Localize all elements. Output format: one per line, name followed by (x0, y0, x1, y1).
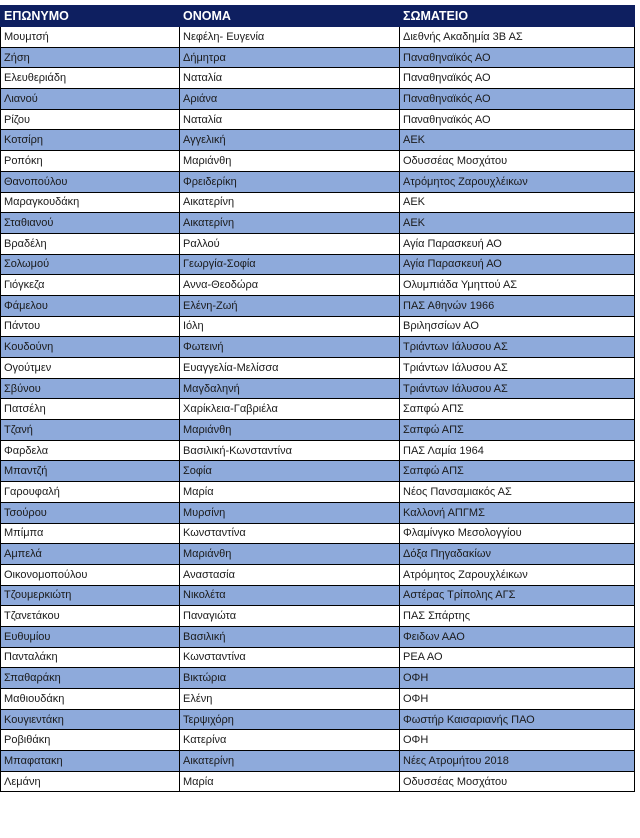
table-row (1, 151, 635, 172)
surname-cell[interactable]: Φαρδελα (1, 440, 180, 461)
surname-cell[interactable]: Γιόγκεζα (1, 275, 180, 296)
table-row (1, 378, 635, 399)
surname-cell[interactable]: Θανοπούλου (1, 171, 180, 192)
club-cell[interactable]: Παναθηναϊκός ΑΟ (400, 89, 635, 110)
surname-cell[interactable]: Ροπόκη (1, 151, 180, 172)
surname-cell[interactable]: Ελευθεριάδη (1, 68, 180, 89)
table-row (1, 751, 635, 772)
first-name-cell[interactable]: Τερψιχόρη (180, 709, 400, 730)
first-name-cell[interactable]: Μαριάνθη (180, 151, 400, 172)
table-row (1, 130, 635, 151)
club-cell[interactable]: Φωστήρ Καισαριανής ΠΑΟ (400, 709, 635, 730)
table-row (1, 606, 635, 627)
table-row (1, 47, 635, 68)
table-row (1, 689, 635, 710)
first-name-cell[interactable]: Ραλλού (180, 233, 400, 254)
surname-cell[interactable]: Ροβιθάκη (1, 730, 180, 751)
surname-cell[interactable]: Μαθιουδάκη (1, 689, 180, 710)
club-cell[interactable]: Νέες Ατρομήτου 2018 (400, 751, 635, 772)
table-row (1, 254, 635, 275)
club-cell[interactable]: Ολυμπιάδα Υμηττού ΑΣ (400, 275, 635, 296)
first-name-cell[interactable]: Φρειδερίκη (180, 171, 400, 192)
club-cell[interactable]: Φλαμίνγκο Μεσολογγίου (400, 523, 635, 544)
surname-cell[interactable]: Κουγιεντάκη (1, 709, 180, 730)
club-cell[interactable]: Ατρόμητος Ζαρουχλέικων (400, 171, 635, 192)
first-name-cell[interactable]: Ιόλη (180, 316, 400, 337)
surname-cell[interactable]: Πανταλάκη (1, 647, 180, 668)
surname-cell[interactable]: Τσούρου (1, 502, 180, 523)
first-name-cell[interactable]: Μαριάνθη (180, 544, 400, 565)
surname-cell[interactable]: Τζανή (1, 420, 180, 441)
first-name-cell[interactable]: Ελένη (180, 689, 400, 710)
table-row (1, 585, 635, 606)
table-row (1, 668, 635, 689)
club-cell[interactable]: Παναθηναϊκός ΑΟ (400, 47, 635, 68)
first-name-cell[interactable]: Βασιλική-Κωνσταντίνα (180, 440, 400, 461)
header-first-name[interactable]: ΟΝΟΜΑ (180, 6, 400, 27)
surname-cell[interactable]: Πάντου (1, 316, 180, 337)
club-cell[interactable]: ΠΑΣ Λαμία 1964 (400, 440, 635, 461)
surname-cell[interactable]: Ευθυμίου (1, 626, 180, 647)
club-cell[interactable]: Νέος Πανσαμιακός ΑΣ (400, 482, 635, 503)
club-cell[interactable]: ΡΕΑ ΑΟ (400, 647, 635, 668)
table-row (1, 482, 635, 503)
surname-cell[interactable]: Ογούτμεν (1, 358, 180, 379)
surname-cell[interactable]: Σταθιανού (1, 213, 180, 234)
surname-cell[interactable]: Φάμελου (1, 295, 180, 316)
surname-cell[interactable]: Ρίζου (1, 109, 180, 130)
table-row (1, 564, 635, 585)
club-cell[interactable]: Αγία Παρασκευή ΑΟ (400, 254, 635, 275)
first-name-cell[interactable]: Κωνσταντίνα (180, 523, 400, 544)
club-cell[interactable]: Διεθνής Ακαδημία 3Β ΑΣ (400, 27, 635, 48)
club-cell[interactable]: Παναθηναϊκός ΑΟ (400, 68, 635, 89)
surname-cell[interactable]: Ζήση (1, 47, 180, 68)
table-body (1, 27, 635, 792)
table-row (1, 275, 635, 296)
surname-cell[interactable]: Τζουμερκιώτη (1, 585, 180, 606)
table-row (1, 89, 635, 110)
first-name-cell[interactable]: Ευαγγελία-Μελίσσα (180, 358, 400, 379)
club-cell[interactable]: Οδυσσέας Μοσχάτου (400, 771, 635, 792)
surname-cell[interactable]: Λιανού (1, 89, 180, 110)
surname-cell[interactable]: Σβύνου (1, 378, 180, 399)
surname-cell[interactable]: Λεμάνη (1, 771, 180, 792)
surname-cell[interactable]: Κουδούνη (1, 337, 180, 358)
table-row (1, 709, 635, 730)
surname-cell[interactable]: Μπίμπα (1, 523, 180, 544)
table-row (1, 440, 635, 461)
surname-cell[interactable]: Αμπελά (1, 544, 180, 565)
club-cell[interactable]: ΠΑΣ Αθηνών 1966 (400, 295, 635, 316)
club-cell[interactable]: Δόξα Πηγαδακίων (400, 544, 635, 565)
club-cell[interactable]: Σαπφώ ΑΠΣ (400, 420, 635, 441)
first-name-cell[interactable]: Νικολέτα (180, 585, 400, 606)
surname-cell[interactable]: Κοτσίρη (1, 130, 180, 151)
first-name-cell[interactable]: Αννα-Θεοδώρα (180, 275, 400, 296)
club-cell[interactable]: Παναθηναϊκός ΑΟ (400, 109, 635, 130)
header-club[interactable]: ΣΩΜΑΤΕΙΟ (400, 6, 635, 27)
table-row (1, 68, 635, 89)
table-row (1, 171, 635, 192)
table-row (1, 27, 635, 48)
club-cell[interactable]: ΑΕΚ (400, 130, 635, 151)
surname-cell[interactable]: Μπαφατακη (1, 751, 180, 772)
table-row (1, 544, 635, 565)
table-row (1, 233, 635, 254)
surname-cell[interactable]: Μπαντζή (1, 461, 180, 482)
table-row (1, 420, 635, 441)
club-cell[interactable]: ΟΦΗ (400, 668, 635, 689)
first-name-cell[interactable]: Αναστασία (180, 564, 400, 585)
club-cell[interactable]: ΟΦΗ (400, 730, 635, 751)
table-row (1, 502, 635, 523)
table-row (1, 730, 635, 751)
surname-cell[interactable]: Πατσέλη (1, 399, 180, 420)
surname-cell[interactable]: Σολωμού (1, 254, 180, 275)
first-name-cell[interactable]: Βικτώρια (180, 668, 400, 689)
first-name-cell[interactable]: Παναγιώτα (180, 606, 400, 627)
first-name-cell[interactable]: Αριάνα (180, 89, 400, 110)
club-cell[interactable]: Τριάντων Ιάλυσου ΑΣ (400, 378, 635, 399)
first-name-cell[interactable]: Ναταλία (180, 68, 400, 89)
table-row (1, 523, 635, 544)
first-name-cell[interactable]: Σοφία (180, 461, 400, 482)
first-name-cell[interactable]: Φωτεινή (180, 337, 400, 358)
first-name-cell[interactable]: Αγγελική (180, 130, 400, 151)
table-row (1, 109, 635, 130)
first-name-cell[interactable]: Χαρίκλεια-Γαβριέλα (180, 399, 400, 420)
first-name-cell[interactable]: Μαρία (180, 482, 400, 503)
club-cell[interactable]: ΑΕΚ (400, 213, 635, 234)
club-cell[interactable]: Καλλονή ΑΠΓΜΣ (400, 502, 635, 523)
first-name-cell[interactable]: Κωνσταντίνα (180, 647, 400, 668)
surname-cell[interactable]: Σπαθαράκη (1, 668, 180, 689)
first-name-cell[interactable]: Αικατερίνη (180, 751, 400, 772)
table-row (1, 295, 635, 316)
first-name-cell[interactable]: Αικατερίνη (180, 213, 400, 234)
table-row (1, 461, 635, 482)
first-name-cell[interactable]: Κατερίνα (180, 730, 400, 751)
first-name-cell[interactable]: Ελένη-Ζωή (180, 295, 400, 316)
first-name-cell[interactable]: Γεωργία-Σοφία (180, 254, 400, 275)
spreadsheet-table (0, 5, 635, 792)
club-cell[interactable]: ΟΦΗ (400, 689, 635, 710)
first-name-cell[interactable]: Βασιλική (180, 626, 400, 647)
first-name-cell[interactable]: Μαριάνθη (180, 420, 400, 441)
table-row (1, 771, 635, 792)
club-cell[interactable]: Τριάντων Ιάλυσου ΑΣ (400, 337, 635, 358)
first-name-cell[interactable]: Ναταλία (180, 109, 400, 130)
club-cell[interactable]: Αγία Παρασκευή ΑΟ (400, 233, 635, 254)
first-name-cell[interactable]: Μαγδαληνή (180, 378, 400, 399)
club-cell[interactable]: Βριλησσίων ΑΟ (400, 316, 635, 337)
table-row (1, 626, 635, 647)
table-row (1, 337, 635, 358)
table-row (1, 647, 635, 668)
surname-cell[interactable]: Τζανετάκου (1, 606, 180, 627)
table-row (1, 316, 635, 337)
surname-cell[interactable]: Οικονομοπούλου (1, 564, 180, 585)
first-name-cell[interactable]: Μαρία (180, 771, 400, 792)
first-name-cell[interactable]: Δήμητρα (180, 47, 400, 68)
club-cell[interactable]: Αστέρας Τρίπολης ΑΓΣ (400, 585, 635, 606)
table-row (1, 358, 635, 379)
surname-cell[interactable]: Μαραγκουδάκη (1, 192, 180, 213)
table-row (1, 399, 635, 420)
header-row (1, 6, 635, 27)
club-cell[interactable]: ΠΑΣ Σπάρτης (400, 606, 635, 627)
table-row (1, 192, 635, 213)
first-name-cell[interactable]: Αικατερίνη (180, 192, 400, 213)
surname-cell[interactable]: Γαρουφαλή (1, 482, 180, 503)
club-cell[interactable]: Ατρόμητος Ζαρουχλέικων (400, 564, 635, 585)
table-row (1, 213, 635, 234)
header-surname[interactable]: ΕΠΩΝΥΜΟ (1, 6, 180, 27)
surname-cell[interactable]: Μουμτσή (1, 27, 180, 48)
club-cell[interactable]: ΑΕΚ (400, 192, 635, 213)
club-cell[interactable]: Τριάντων Ιάλυσου ΑΣ (400, 358, 635, 379)
club-cell[interactable]: Σαπφώ ΑΠΣ (400, 399, 635, 420)
table-header (1, 6, 635, 27)
club-cell[interactable]: Οδυσσέας Μοσχάτου (400, 151, 635, 172)
surname-cell[interactable]: Βραδέλη (1, 233, 180, 254)
club-cell[interactable]: Σαπφώ ΑΠΣ (400, 461, 635, 482)
first-name-cell[interactable]: Νεφέλη- Ευγενία (180, 27, 400, 48)
club-cell[interactable]: Φειδων ΑΑΟ (400, 626, 635, 647)
first-name-cell[interactable]: Μυρσίνη (180, 502, 400, 523)
